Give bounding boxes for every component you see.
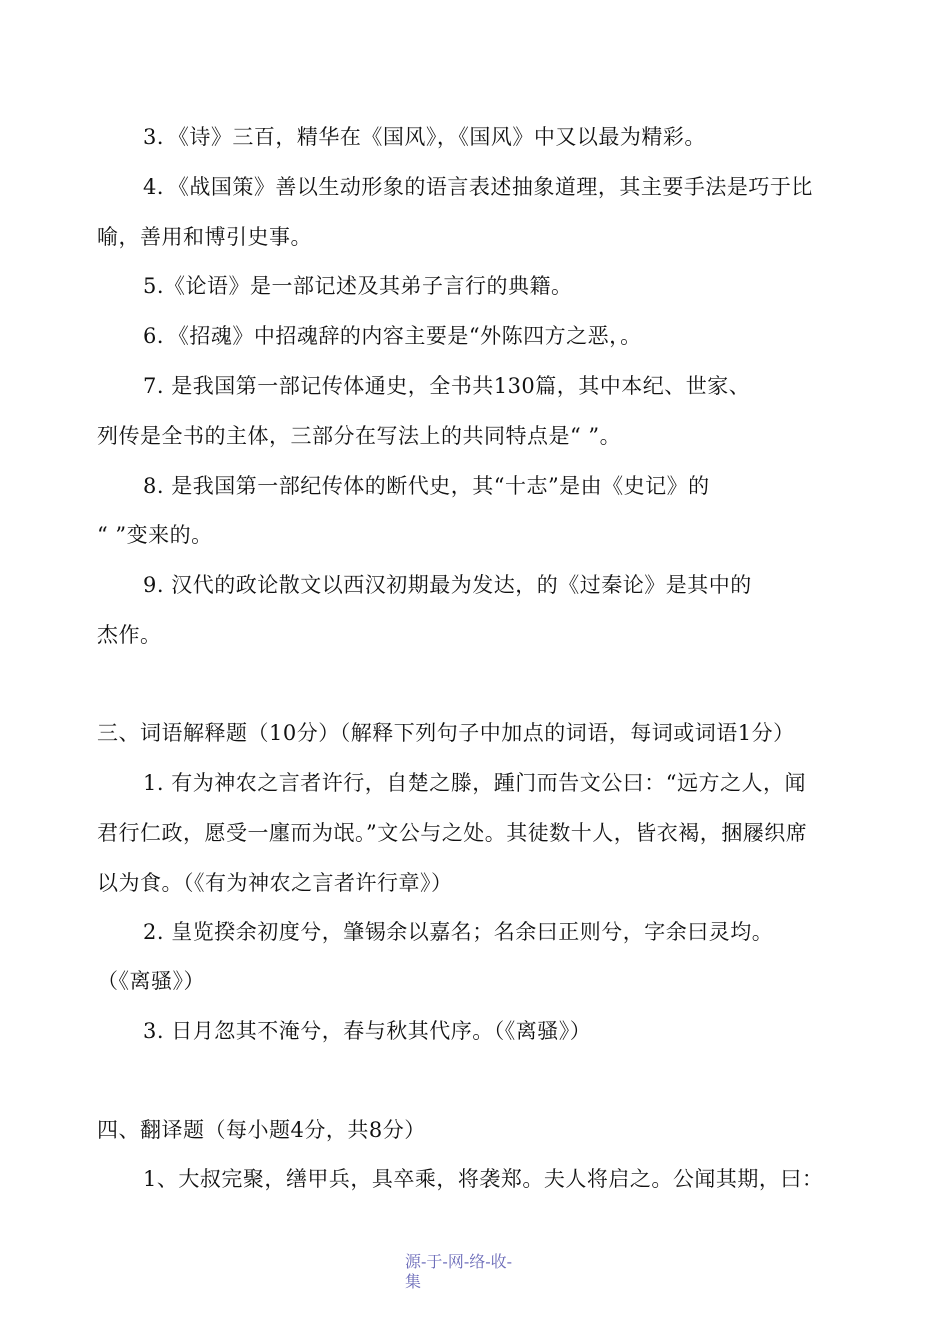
- fill-blank-item-7: 7. 是我国第一部记传体通史，全书共130篇，其中本纪、世家、: [143, 374, 751, 398]
- footer-source-line-2: 集: [405, 1272, 422, 1291]
- footer-source-line-1: 源-于-网-络-收-: [405, 1252, 513, 1271]
- fill-blank-item-5: 5.《论语》是一部记述及其弟子言行的典籍。: [143, 274, 573, 298]
- fill-blank-item-8-continued: “ ”变来的。: [97, 523, 213, 547]
- translation-item-1: 1、大叔完聚，缮甲兵，具卒乘，将袭郑。夫人将启之。公闻其期，曰：: [143, 1167, 824, 1191]
- vocab-item-1-continued: 君行仁政，愿受一廛而为氓。”文公与之处。其徒数十人，皆衣褐，捆屦织席: [97, 821, 808, 845]
- fill-blank-item-9: 9. 汉代的政论散文以西汉初期最为发达，的《过秦论》是其中的: [143, 573, 752, 597]
- fill-blank-item-9-continued: 杰作。: [97, 623, 162, 647]
- fill-blank-item-3: 3．《诗》三百，精华在《国风》，《国风》中又以最为精彩。: [143, 125, 706, 149]
- fill-blank-item-7-continued: 列传是全书的主体，三部分在写法上的共同特点是“ ”。: [97, 424, 622, 448]
- vocab-item-2-source: （《离骚》）: [97, 969, 205, 993]
- fill-blank-item-4: 4．《战国策》善以生动形象的语言表述抽象道理，其主要手法是巧于比: [143, 175, 813, 199]
- section-heading-translation: 四、翻译题（每小题4分，共8分）: [97, 1118, 426, 1142]
- vocab-item-1-source: 以为食。（《有为神农之言者许行章》）: [97, 871, 453, 895]
- vocab-item-2: 2. 皇览揆余初度兮，肇锡余以嘉名；名余曰正则兮，字余曰灵均。: [143, 920, 774, 944]
- fill-blank-item-8: 8. 是我国第一部纪传体的断代史，其“十志”是由《史记》的: [143, 474, 710, 498]
- fill-blank-item-4-continued: 喻，善用和博引史事。: [97, 225, 312, 249]
- fill-blank-item-6: 6．《招魂》中招魂辞的内容主要是“外陈四方之恶，。: [143, 324, 642, 348]
- section-heading-vocabulary: 三、词语解释题（10分）（解释下列句子中加点的词语，每词或词语1分）: [97, 721, 795, 745]
- vocab-item-3: 3. 日月忽其不淹兮，春与秋其代序。（《离骚》）: [143, 1019, 592, 1043]
- vocab-item-1: 1. 有为神农之言者许行，自楚之滕，踵门而告文公曰：“远方之人，闻: [143, 771, 806, 795]
